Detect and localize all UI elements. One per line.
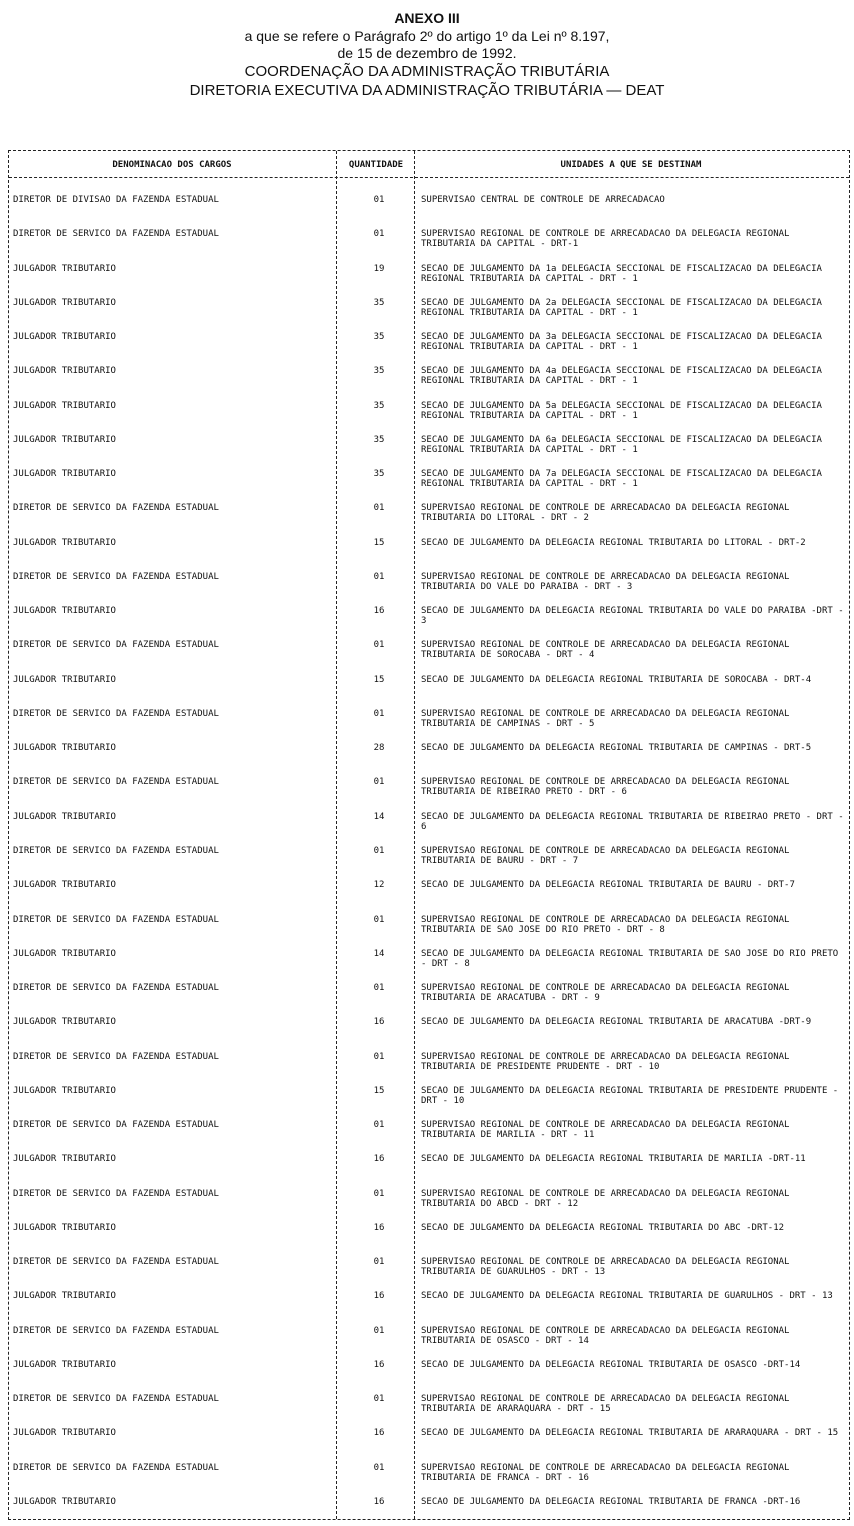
cell-cargo: JULGADOR TRIBUTARIO [13,1223,116,1233]
cell-quantidade: 01 [373,640,385,650]
cell-quantidade: 19 [373,264,385,274]
cell-cargo: DIRETOR DE SERVICO DA FAZENDA ESTADUAL [13,640,219,650]
cell-quantidade: 16 [373,1154,385,1164]
cell-unidade: SECAO DE JULGAMENTO DA DELEGACIA REGIONAL TRIBUTARIA DE BAURU - DRT-7 [421,880,795,890]
cell-unidade: SECAO DE JULGAMENTO DA DELEGACIA REGIONAL TRIBUTARIA DE SOROCABA - DRT-4 [421,675,812,685]
column-header-quantidade: QUANTIDADE [348,160,404,170]
coordination-name: COORDENAÇÃO DA ADMINISTRAÇÃO TRIBUTÁRIA [244,63,610,80]
cell-quantidade: 16 [373,1017,385,1027]
cell-unidade: SUPERVISAO REGIONAL DE CONTROLE DE ARRECADACAO DA DELEGACIA REGIONAL TRIBUTARIA DE MARILIA - DRT - 11 [421,1120,790,1140]
cell-cargo: JULGADOR TRIBUTARIO [13,332,116,342]
cell-cargo: DIRETOR DE SERVICO DA FAZENDA ESTADUAL [13,1052,219,1062]
cell-quantidade: 01 [373,777,385,787]
cell-cargo: DIRETOR DE SERVICO DA FAZENDA ESTADUAL [13,846,219,856]
cell-unidade: SECAO DE JULGAMENTO DA DELEGACIA REGIONAL TRIBUTARIA DE MARILIA -DRT-11 [421,1154,806,1164]
cell-quantidade: 01 [373,1326,385,1336]
cell-unidade: SECAO DE JULGAMENTO DA DELEGACIA REGIONAL TRIBUTARIA DO VALE DO PARAIBA -DRT - 3 [421,606,844,626]
directorate-name: DIRETORIA EXECUTIVA DA ADMINISTRAÇÃO TRIBUTÁRIA — DEAT [189,82,665,99]
cell-quantidade: 35 [373,298,385,308]
cell-cargo: DIRETOR DE SERVICO DA FAZENDA ESTADUAL [13,1463,219,1473]
cell-quantidade: 35 [373,469,385,479]
cell-quantidade: 01 [373,229,385,239]
cell-unidade: SUPERVISAO REGIONAL DE CONTROLE DE ARRECADACAO DA DELEGACIA REGIONAL TRIBUTARIA DE SOROCABA - DRT - 4 [421,640,790,660]
cell-quantidade: 15 [373,675,385,685]
cell-cargo: DIRETOR DE SERVICO DA FAZENDA ESTADUAL [13,503,219,513]
cell-cargo: JULGADOR TRIBUTARIO [13,1497,116,1507]
cell-quantidade: 01 [373,915,385,925]
cell-quantidade: 35 [373,435,385,445]
cell-cargo: DIRETOR DE SERVICO DA FAZENDA ESTADUAL [13,915,219,925]
cell-unidade: SECAO DE JULGAMENTO DA 3a DELEGACIA SECCIONAL DE FISCALIZACAO DA DELEGACIA REGIONAL TRIBUTARIA DA CAPITAL - DRT - 1 [421,332,822,352]
cell-unidade: SUPERVISAO REGIONAL DE CONTROLE DE ARRECADACAO DA DELEGACIA REGIONAL TRIBUTARIA DE CAMPINAS - DRT - 5 [421,709,790,729]
cell-unidade: SECAO DE JULGAMENTO DA 7a DELEGACIA SECCIONAL DE FISCALIZACAO DA DELEGACIA REGIONAL TRIBUTARIA DA CAPITAL - DRT - 1 [421,469,822,489]
cell-quantidade: 01 [373,983,385,993]
cell-quantidade: 28 [373,743,385,753]
cell-quantidade: 01 [373,195,385,205]
cell-quantidade: 14 [373,812,385,822]
annex-title: ANEXO III [394,10,460,26]
cell-quantidade: 01 [373,709,385,719]
cell-unidade: SECAO DE JULGAMENTO DA DELEGACIA REGIONAL TRIBUTARIA DE SAO JOSE DO RIO PRETO - DRT - 8 [421,949,839,969]
law-date: de 15 de dezembro de 1992. [337,45,517,61]
cell-quantidade: 15 [373,1086,385,1096]
cell-unidade: SUPERVISAO REGIONAL DE CONTROLE DE ARRECADACAO DA DELEGACIA REGIONAL TRIBUTARIA DE SAO JOSE DO RIO PRETO - DRT - 8 [421,915,790,935]
cell-cargo: DIRETOR DE SERVICO DA FAZENDA ESTADUAL [13,983,219,993]
cell-unidade: SUPERVISAO REGIONAL DE CONTROLE DE ARRECADACAO DA DELEGACIA REGIONAL TRIBUTARIA DE FRANCA - DRT - 16 [421,1463,790,1483]
cell-cargo: JULGADOR TRIBUTARIO [13,1086,116,1096]
cell-cargo: JULGADOR TRIBUTARIO [13,812,116,822]
cell-unidade: SECAO DE JULGAMENTO DA DELEGACIA REGIONAL TRIBUTARIA DE RIBEIRAO PRETO - DRT - 6 [421,812,844,832]
cell-unidade: SECAO DE JULGAMENTO DA 4a DELEGACIA SECCIONAL DE FISCALIZACAO DA DELEGACIA REGIONAL TRIBUTARIA DA CAPITAL - DRT - 1 [421,366,822,386]
cell-unidade: SUPERVISAO REGIONAL DE CONTROLE DE ARRECADACAO DA DELEGACIA REGIONAL TRIBUTARIA DA CAPITAL - DRT-1 [421,229,790,249]
cell-quantidade: 35 [373,401,385,411]
cell-cargo: JULGADOR TRIBUTARIO [13,366,116,376]
cell-cargo: JULGADOR TRIBUTARIO [13,880,116,890]
cell-cargo: DIRETOR DE SERVICO DA FAZENDA ESTADUAL [13,777,219,787]
cell-quantidade: 14 [373,949,385,959]
cell-cargo: JULGADOR TRIBUTARIO [13,606,116,616]
column-divider [336,151,337,1519]
cell-unidade: SECAO DE JULGAMENTO DA 2a DELEGACIA SECCIONAL DE FISCALIZACAO DA DELEGACIA REGIONAL TRIBUTARIA DA CAPITAL - DRT - 1 [421,298,822,318]
cell-cargo: JULGADOR TRIBUTARIO [13,1154,116,1164]
cell-quantidade: 01 [373,1052,385,1062]
cell-quantidade: 35 [373,332,385,342]
cell-cargo: JULGADOR TRIBUTARIO [13,469,116,479]
cell-cargo: JULGADOR TRIBUTARIO [13,1428,116,1438]
cell-unidade: SUPERVISAO REGIONAL DE CONTROLE DE ARRECADACAO DA DELEGACIA REGIONAL TRIBUTARIA DO VALE DO PARAIBA - DRT - 3 [421,572,790,592]
cell-cargo: JULGADOR TRIBUTARIO [13,298,116,308]
cell-quantidade: 16 [373,1223,385,1233]
cell-cargo: DIRETOR DE SERVICO DA FAZENDA ESTADUAL [13,1326,219,1336]
column-divider [414,151,415,1519]
cell-cargo: DIRETOR DE SERVICO DA FAZENDA ESTADUAL [13,572,219,582]
cell-cargo: JULGADOR TRIBUTARIO [13,743,116,753]
cell-unidade: SECAO DE JULGAMENTO DA DELEGACIA REGIONAL TRIBUTARIA DO ABC -DRT-12 [421,1223,785,1233]
cell-unidade: SUPERVISAO REGIONAL DE CONTROLE DE ARRECADACAO DA DELEGACIA REGIONAL TRIBUTARIA DE PRESIDENTE PRUDENTE - DRT - 10 [421,1052,790,1072]
cell-cargo: JULGADOR TRIBUTARIO [13,675,116,685]
cell-quantidade: 16 [373,1497,385,1507]
cell-unidade: SECAO DE JULGAMENTO DA DELEGACIA REGIONAL TRIBUTARIA DE CAMPINAS - DRT-5 [421,743,812,753]
cell-cargo: JULGADOR TRIBUTARIO [13,264,116,274]
cell-unidade: SECAO DE JULGAMENTO DA 6a DELEGACIA SECCIONAL DE FISCALIZACAO DA DELEGACIA REGIONAL TRIBUTARIA DA CAPITAL - DRT - 1 [421,435,822,455]
cell-unidade: SUPERVISAO REGIONAL DE CONTROLE DE ARRECADACAO DA DELEGACIA REGIONAL TRIBUTARIA DE ARARAQUARA - DRT - 15 [421,1394,790,1414]
cell-unidade: SECAO DE JULGAMENTO DA DELEGACIA REGIONAL TRIBUTARIA DE ARARAQUARA - DRT - 15 [421,1428,839,1438]
cell-unidade: SUPERVISAO REGIONAL DE CONTROLE DE ARRECADACAO DA DELEGACIA REGIONAL TRIBUTARIA DE RIBEIRAO PRETO - DRT - 6 [421,777,790,797]
cell-quantidade: 01 [373,503,385,513]
cell-quantidade: 01 [373,572,385,582]
cell-cargo: DIRETOR DE DIVISAO DA FAZENDA ESTADUAL [13,195,219,205]
cell-unidade: SECAO DE JULGAMENTO DA DELEGACIA REGIONAL TRIBUTARIA DE OSASCO -DRT-14 [421,1360,801,1370]
column-header-unidades: UNIDADES A QUE SE DESTINAM [560,160,702,170]
cell-unidade: SECAO DE JULGAMENTO DA DELEGACIA REGIONAL TRIBUTARIA DE FRANCA -DRT-16 [421,1497,801,1507]
cell-unidade: SECAO DE JULGAMENTO DA DELEGACIA REGIONAL TRIBUTARIA DE ARACATUBA -DRT-9 [421,1017,812,1027]
cell-quantidade: 16 [373,1291,385,1301]
document-header [0,8,854,100]
cell-unidade: SECAO DE JULGAMENTO DA 1a DELEGACIA SECCIONAL DE FISCALIZACAO DA DELEGACIA REGIONAL TRIBUTARIA DA CAPITAL - DRT - 1 [421,264,822,284]
cell-unidade: SECAO DE JULGAMENTO DA DELEGACIA REGIONAL TRIBUTARIA DE GUARULHOS - DRT - 13 [421,1291,833,1301]
cell-cargo: JULGADOR TRIBUTARIO [13,435,116,445]
cell-quantidade: 16 [373,1428,385,1438]
cell-quantidade: 01 [373,1463,385,1473]
cell-cargo: DIRETOR DE SERVICO DA FAZENDA ESTADUAL [13,1394,219,1404]
cell-unidade: SUPERVISAO REGIONAL DE CONTROLE DE ARRECADACAO DA DELEGACIA REGIONAL TRIBUTARIA DO ABCD - DRT - 12 [421,1189,790,1209]
cell-quantidade: 01 [373,1257,385,1267]
cell-cargo: DIRETOR DE SERVICO DA FAZENDA ESTADUAL [13,229,219,239]
column-header-cargos: DENOMINACAO DOS CARGOS [112,160,232,170]
cell-quantidade: 01 [373,1189,385,1199]
cell-cargo: DIRETOR DE SERVICO DA FAZENDA ESTADUAL [13,1257,219,1267]
cell-quantidade: 01 [373,1394,385,1404]
cell-cargo: DIRETOR DE SERVICO DA FAZENDA ESTADUAL [13,1120,219,1130]
cell-quantidade: 01 [373,846,385,856]
cell-quantidade: 35 [373,366,385,376]
cell-unidade: SUPERVISAO CENTRAL DE CONTROLE DE ARRECADACAO [421,195,665,205]
law-reference: a que se refere o Parágrafo 2º do artigo 1º da Lei nº 8.197, [244,28,610,44]
cell-quantidade: 16 [373,606,385,616]
cell-unidade: SUPERVISAO REGIONAL DE CONTROLE DE ARRECADACAO DA DELEGACIA REGIONAL TRIBUTARIA DE ARACATUBA - DRT - 9 [421,983,790,1003]
table-header [9,151,849,178]
cell-cargo: JULGADOR TRIBUTARIO [13,1360,116,1370]
cell-cargo: JULGADOR TRIBUTARIO [13,401,116,411]
cell-cargo: DIRETOR DE SERVICO DA FAZENDA ESTADUAL [13,1189,219,1199]
cell-quantidade: 16 [373,1360,385,1370]
cell-cargo: JULGADOR TRIBUTARIO [13,1291,116,1301]
cell-unidade: SUPERVISAO REGIONAL DE CONTROLE DE ARRECADACAO DA DELEGACIA REGIONAL TRIBUTARIA DE GUARULHOS - DRT - 13 [421,1257,790,1277]
cell-unidade: SUPERVISAO REGIONAL DE CONTROLE DE ARRECADACAO DA DELEGACIA REGIONAL TRIBUTARIA DE OSASCO - DRT - 14 [421,1326,790,1346]
cell-cargo: JULGADOR TRIBUTARIO [13,538,116,548]
cell-unidade: SUPERVISAO REGIONAL DE CONTROLE DE ARRECADACAO DA DELEGACIA REGIONAL TRIBUTARIA DO LITORAL - DRT - 2 [421,503,790,523]
cell-quantidade: 15 [373,538,385,548]
cell-cargo: JULGADOR TRIBUTARIO [13,1017,116,1027]
cell-unidade: SECAO DE JULGAMENTO DA DELEGACIA REGIONAL TRIBUTARIA DO LITORAL - DRT-2 [421,538,806,548]
cell-cargo: DIRETOR DE SERVICO DA FAZENDA ESTADUAL [13,709,219,719]
cell-unidade: SUPERVISAO REGIONAL DE CONTROLE DE ARRECADACAO DA DELEGACIA REGIONAL TRIBUTARIA DE BAURU - DRT - 7 [421,846,790,866]
positions-table [8,150,850,1520]
cell-cargo: JULGADOR TRIBUTARIO [13,949,116,959]
cell-quantidade: 12 [373,880,385,890]
cell-unidade: SECAO DE JULGAMENTO DA 5a DELEGACIA SECCIONAL DE FISCALIZACAO DA DELEGACIA REGIONAL TRIBUTARIA DA CAPITAL - DRT - 1 [421,401,822,421]
cell-quantidade: 01 [373,1120,385,1130]
cell-unidade: SECAO DE JULGAMENTO DA DELEGACIA REGIONAL TRIBUTARIA DE PRESIDENTE PRUDENTE - DRT - 10 [421,1086,839,1106]
